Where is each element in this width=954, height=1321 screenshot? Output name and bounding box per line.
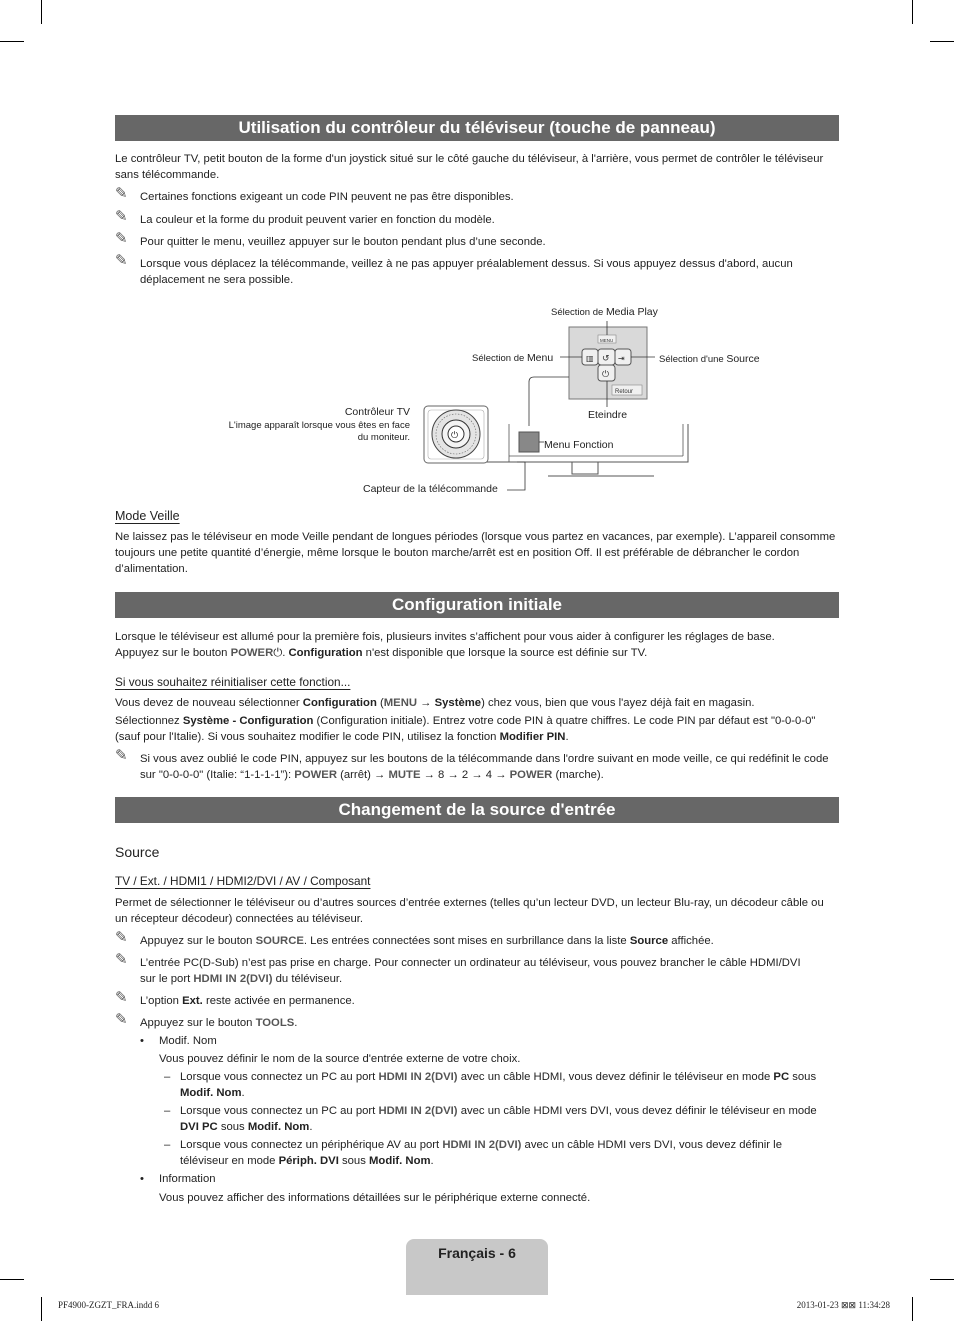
power-icon: ⏻	[273, 647, 283, 659]
note-item: ✎ Appuyez sur le bouton SOURCE. Les entrées connectées sont mises en surbrillance dans la liste Source affichée.	[115, 929, 714, 947]
section-title-panel: Utilisation du contrôleur du téléviseur (touche de panneau)	[115, 115, 839, 141]
note-icon: ✎	[115, 208, 128, 225]
reset-text: Vous devez de nouveau sélectionner Configuration (MENU → Système) chez vous, bien que vous l'ayez déjà fait en magasin. Sélectionnez Système - Configuration (Configuration initiale). Entrez votre code PIN à quatre chiffres. Le code PIN par défaut est "0-0-0-0" (sauf pour l'Italie). Si vous souhaitez modifier le code PIN, utilisez la fonction Modifier PIN.	[115, 697, 816, 743]
label-menu-function: Menu Fonction	[544, 439, 614, 451]
list-item-text: Vous pouvez définir le nom de la source d'entrée externe de votre choix.	[159, 1053, 521, 1065]
setup-text: Lorsque le téléviseur est allumé pour la première fois, plusieurs invites s’affichent pour vous aider à configurer les réglages de base. Appuyez sur le bouton POWER⏻. Configuration n'est disponible que lorsque la source est définie sur TV.	[115, 631, 775, 659]
note-icon: ✎	[115, 230, 128, 247]
source-text: Permet de sélectionner le téléviseur ou d’autres sources d’entrée externes (telles qu’un lecteur DVD, un lecteur Blu-ray, un décodeur câble ou un récepteur décodeur) connectées au téléviseur.	[115, 897, 824, 925]
section-title-source: Changement de la source d'entrée	[115, 797, 839, 823]
note-item: ✎ L’entrée PC(D-Sub) n’est pas prise en charge. Pour connecter un ordinateur au téléviseur, vous pouvez brancher le câble HDMI/DVI sur le port HDMI IN 2(DVI) du téléviseur.	[115, 951, 801, 985]
source-heading: Source	[115, 844, 160, 860]
section-title-setup: Configuration initiale	[115, 592, 839, 618]
key-menu-label: MENU	[600, 338, 614, 343]
note-icon: ✎	[115, 951, 128, 968]
label-source: Sélection d'une Source	[659, 353, 760, 365]
crop-mark	[930, 1279, 954, 1280]
label-menu: Sélection de Menu	[472, 352, 554, 364]
source-subtitle: TV / Ext. / HDMI1 / HDMI2/DVI / AV / Composant	[115, 874, 371, 888]
list-item: • Information	[140, 1173, 216, 1185]
note-item: ✎ Lorsque vous déplacez la télécommande, veillez à ne pas appuyer préalablement dessus. Si vous appuyez dessus d'abord, aucun déplacement ne sera possible.	[115, 252, 793, 286]
list-item: – Lorsque vous connectez un périphérique AV au port HDMI IN 2(DVI) avec un câble HDMI vers DVI, vous devez définir le téléviseur en mode Périph. DVI sous Modif. Nom.	[164, 1139, 782, 1167]
standby-text: Ne laissez pas le téléviseur en mode Veille pendant de longues périodes (lorsque vous partez en vacances, par exemple). L’appareil consomme toujours une petite quantité d’énergie, même lorsque le bouton marche/arrêt est en position Off. Il est préférable de débrancher le cordon d’alimentation.	[115, 531, 836, 575]
key-return-label: Retour	[615, 389, 634, 395]
file-name: PF4900-ZGZT_FRA.indd 6	[58, 1300, 160, 1310]
controller-diagram	[0, 0, 954, 520]
label-remote-sensor: Capteur de la télécommande	[363, 483, 498, 495]
note-item: ✎ Appuyez sur le bouton TOOLS.	[115, 1011, 298, 1029]
note-icon: ✎	[115, 929, 128, 946]
label-power-off: Eteindre	[588, 409, 628, 421]
note-item: ✎ La couleur et la forme du produit peuvent varier en fonction du modèle.	[115, 208, 495, 226]
controller-power-icon: ⏻	[451, 431, 459, 441]
list-item: • Modif. Nom	[140, 1035, 217, 1047]
note-icon: ✎	[115, 185, 128, 202]
crop-mark	[0, 1279, 24, 1280]
menu-key-icon: ▥	[586, 354, 594, 363]
file-date: 2013-01-23 ⊠⊠ 11:34:28	[796, 1300, 890, 1310]
return-key-icon: ↺	[602, 354, 610, 364]
list-item: – Lorsque vous connectez un PC au port HDMI IN 2(DVI) avec un câble HDMI vers DVI, vous devez définir le téléviseur en mode DVI PC sous Modif. Nom.	[164, 1105, 817, 1133]
list-item: – Lorsque vous connectez un PC au port HDMI IN 2(DVI) avec un câble HDMI, vous devez définir le téléviseur en mode PC sous Modif. Nom.	[164, 1071, 817, 1099]
note-item: ✎ Si vous avez oublié le code PIN, appuyez sur les boutons de la télécommande dans l'ordre suivant en mode veille, ce qui redéfinit le code sur "0-0-0-0" (Italie: “1-1-1-1”): POWER (arrêt) → MUTE → 8 → 2 → 4 → POWER (marche).	[115, 747, 829, 781]
reset-title: Si vous souhaitez réinitialiser cette fonction...	[115, 675, 351, 689]
note-icon: ✎	[115, 1011, 128, 1028]
label-controller: Contrôleur TV L'image apparaît lorsque vous êtes en face du moniteur.	[228, 406, 410, 443]
page-number: Français - 6	[438, 1245, 516, 1261]
panel-intro: Le contrôleur TV, petit bouton de la forme d'un joystick situé sur le côté gauche du téléviseur, à l'arrière, vous permet de contrôler le téléviseur sans télécommande.	[115, 153, 824, 181]
page-number-tab	[406, 1239, 548, 1295]
source-key-icon: ⇥	[618, 354, 625, 363]
crop-mark	[41, 1297, 42, 1321]
note-item: ✎ L’option Ext. reste activée en permanence.	[115, 989, 355, 1007]
note-item: ✎ Pour quitter le menu, veuillez appuyer sur le bouton pendant plus d’une seconde.	[115, 230, 546, 248]
power-key-icon: ⏻	[602, 370, 610, 380]
note-icon: ✎	[115, 989, 128, 1006]
crop-mark	[912, 1297, 913, 1321]
note-icon: ✎	[115, 252, 128, 269]
list-item-text: Vous pouvez afficher des informations détaillées sur le périphérique externe connecté.	[159, 1192, 591, 1204]
standby-title: Mode Veille	[115, 509, 180, 523]
note-item: ✎ Certaines fonctions exigeant un code PIN peuvent ne pas être disponibles.	[115, 185, 514, 203]
label-media-play: Sélection de Media Play	[551, 306, 658, 318]
note-icon: ✎	[115, 747, 128, 764]
